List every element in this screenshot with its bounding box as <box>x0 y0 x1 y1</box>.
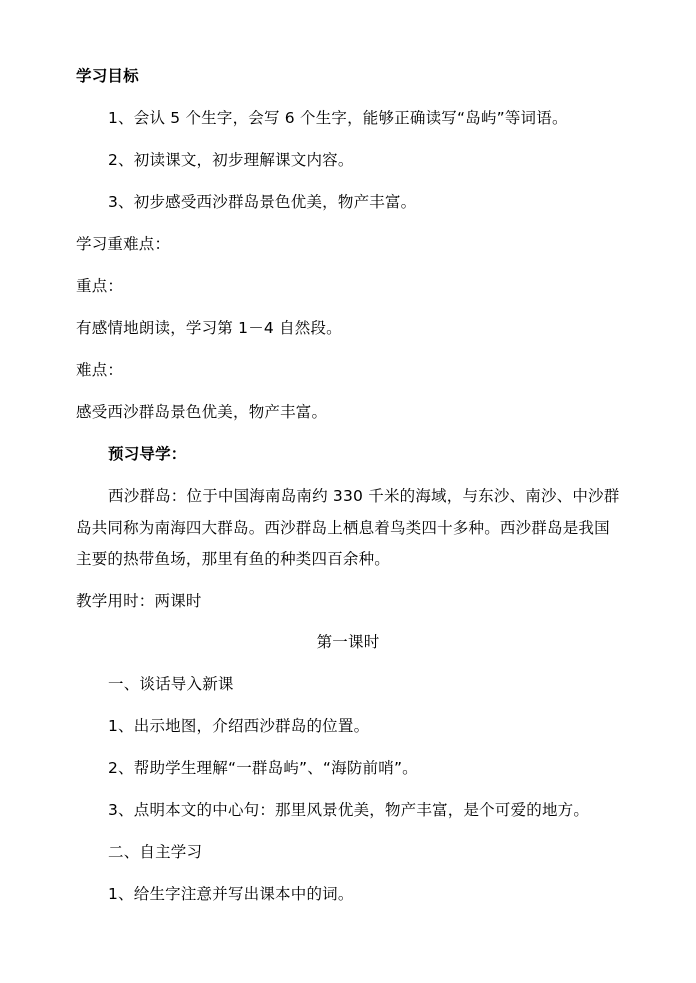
preview-line-3: 主要的热带鱼场，那里有鱼的种类四百余种。 <box>76 550 391 568</box>
preview-heading: 预习导学： <box>108 445 187 463</box>
difficulty-text: 感受西沙群岛景色优美，物产丰富。 <box>76 403 328 421</box>
section-2-heading: 二、自主学习 <box>108 843 203 861</box>
key-point-label: 重点： <box>76 277 124 295</box>
preview-line-1: 西沙群岛：位于中国海南岛南约 330 千米的海域，与东沙、南沙、中沙群 <box>108 487 620 505</box>
objectives-heading: 学习目标 <box>76 67 139 85</box>
section-1-heading: 一、谈话导入新课 <box>108 675 234 693</box>
section-1-item-2: 2、帮助学生理解“一群岛屿”、“海防前哨”。 <box>108 759 418 777</box>
section-2-item-1: 1、给生字注意并写出课本中的词。 <box>108 885 354 903</box>
objective-item-2: 2、初读课文，初步理解课文内容。 <box>108 151 354 169</box>
objective-item-3: 3、初步感受西沙群岛景色优美，物产丰富。 <box>108 193 417 211</box>
key-point-text: 有感情地朗读，学习第 1－4 自然段。 <box>76 319 342 337</box>
lesson-title: 第一课时 <box>316 633 380 651</box>
preview-line-2: 岛共同称为南海四大群岛。西沙群岛上栖息着鸟类四十多种。西沙群岛是我国 <box>76 519 610 537</box>
section-1-item-3: 3、点明本文的中心句：那里风景优美，物产丰富，是个可爱的地方。 <box>108 801 590 819</box>
section-1-item-1: 1、出示地图，介绍西沙群岛的位置。 <box>108 717 370 735</box>
difficulty-label: 难点： <box>76 361 124 379</box>
focus-heading: 学习重难点： <box>76 235 171 253</box>
teaching-duration: 教学用时：两课时 <box>76 592 202 610</box>
objective-item-1: 1、会认 5 个生字，会写 6 个生字，能够正确读写“岛屿”等词语。 <box>108 109 568 127</box>
